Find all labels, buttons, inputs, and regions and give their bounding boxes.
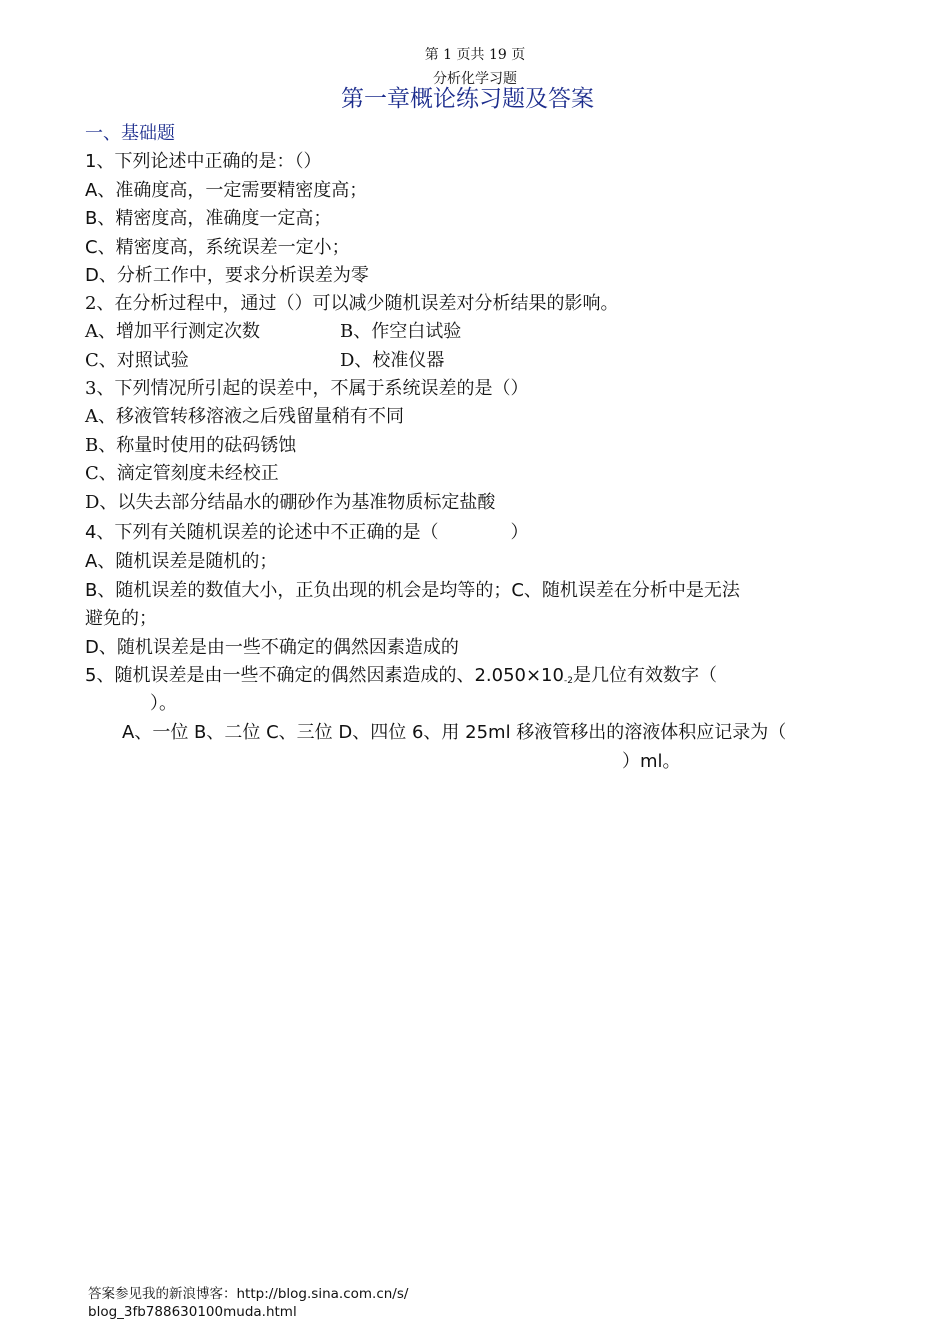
question-2-option-d: D、校准仪器 xyxy=(340,350,445,371)
page-indicator: 第 1 页共 19 页 xyxy=(424,47,526,63)
question-4-option-d: D、随机误差是由一些不确定的偶然因素造成的 xyxy=(85,637,459,658)
question-4-stem: 4、下列有关随机误差的论述中不正确的是（ ） xyxy=(85,522,529,543)
question-3-stem: 3、下列情况所引起的误差中，不属于系统误差的是（） xyxy=(85,378,529,399)
question-2-option-a: A、增加平行测定次数 xyxy=(85,321,260,342)
question-1-option-a: A、准确度高，一定需要精密度高； xyxy=(85,180,368,201)
question-5-stem-part2: 是几位有效数字（ xyxy=(572,665,717,686)
document-subtitle: 分析化学习题 xyxy=(433,71,517,87)
question-3-option-c: C、滴定管刻度未经校正 xyxy=(85,463,279,484)
question-2-option-c: C、对照试验 xyxy=(85,350,189,371)
question-5-stem xyxy=(85,665,717,692)
question-6-tail: ）ml。 xyxy=(622,751,681,772)
question-5-options: A、一位 B、二位 C、三位 D、四位 6、用 25ml 移液管移出的溶液体积应记录为（ xyxy=(122,722,787,743)
page-title: 第一章概论练习题及答案 xyxy=(341,86,594,112)
question-1-option-b: B、精密度高，准确度一定高； xyxy=(85,208,332,229)
question-1-option-d: D、分析工作中，要求分析误差为零 xyxy=(85,265,369,286)
footer-blog-line1: 答案参见我的新浪博客：http://blog.sina.com.cn/s/ xyxy=(88,1286,409,1302)
question-1-stem: 1、下列论述中正确的是：（） xyxy=(85,151,322,172)
question-3-option-b: B、称量时使用的砝码锈蚀 xyxy=(85,435,297,456)
question-3-option-d: D、以失去部分结晶水的硼砂作为基准物质标定盐酸 xyxy=(85,492,496,513)
question-4-option-b-c: B、随机误差的数值大小，正负出现的机会是均等的；C、随机误差在分析中是无法 xyxy=(85,580,740,601)
question-5-exponent: -2 xyxy=(563,676,573,686)
question-3-option-a: A、移液管转移溶液之后残留量稍有不同 xyxy=(85,406,404,427)
question-5-stem-part1: 5、随机误差是由一些不确定的偶然因素造成的、2.050×10 xyxy=(85,665,564,686)
question-4-option-a: A、随机误差是随机的； xyxy=(85,551,278,572)
question-5-stem-cont: ）。 xyxy=(150,693,177,714)
section-heading: 一、基础题 xyxy=(85,123,175,144)
question-2-stem: 2、在分析过程中，通过（）可以减少随机误差对分析结果的影响。 xyxy=(85,293,619,314)
footer-blog-line2: blog_3fb788630100muda.html xyxy=(88,1304,297,1320)
question-1-option-c: C、精密度高，系统误差一定小； xyxy=(85,237,350,258)
question-2-option-b: B、作空白试验 xyxy=(340,321,462,342)
question-4-option-c-cont: 避免的； xyxy=(85,608,157,629)
